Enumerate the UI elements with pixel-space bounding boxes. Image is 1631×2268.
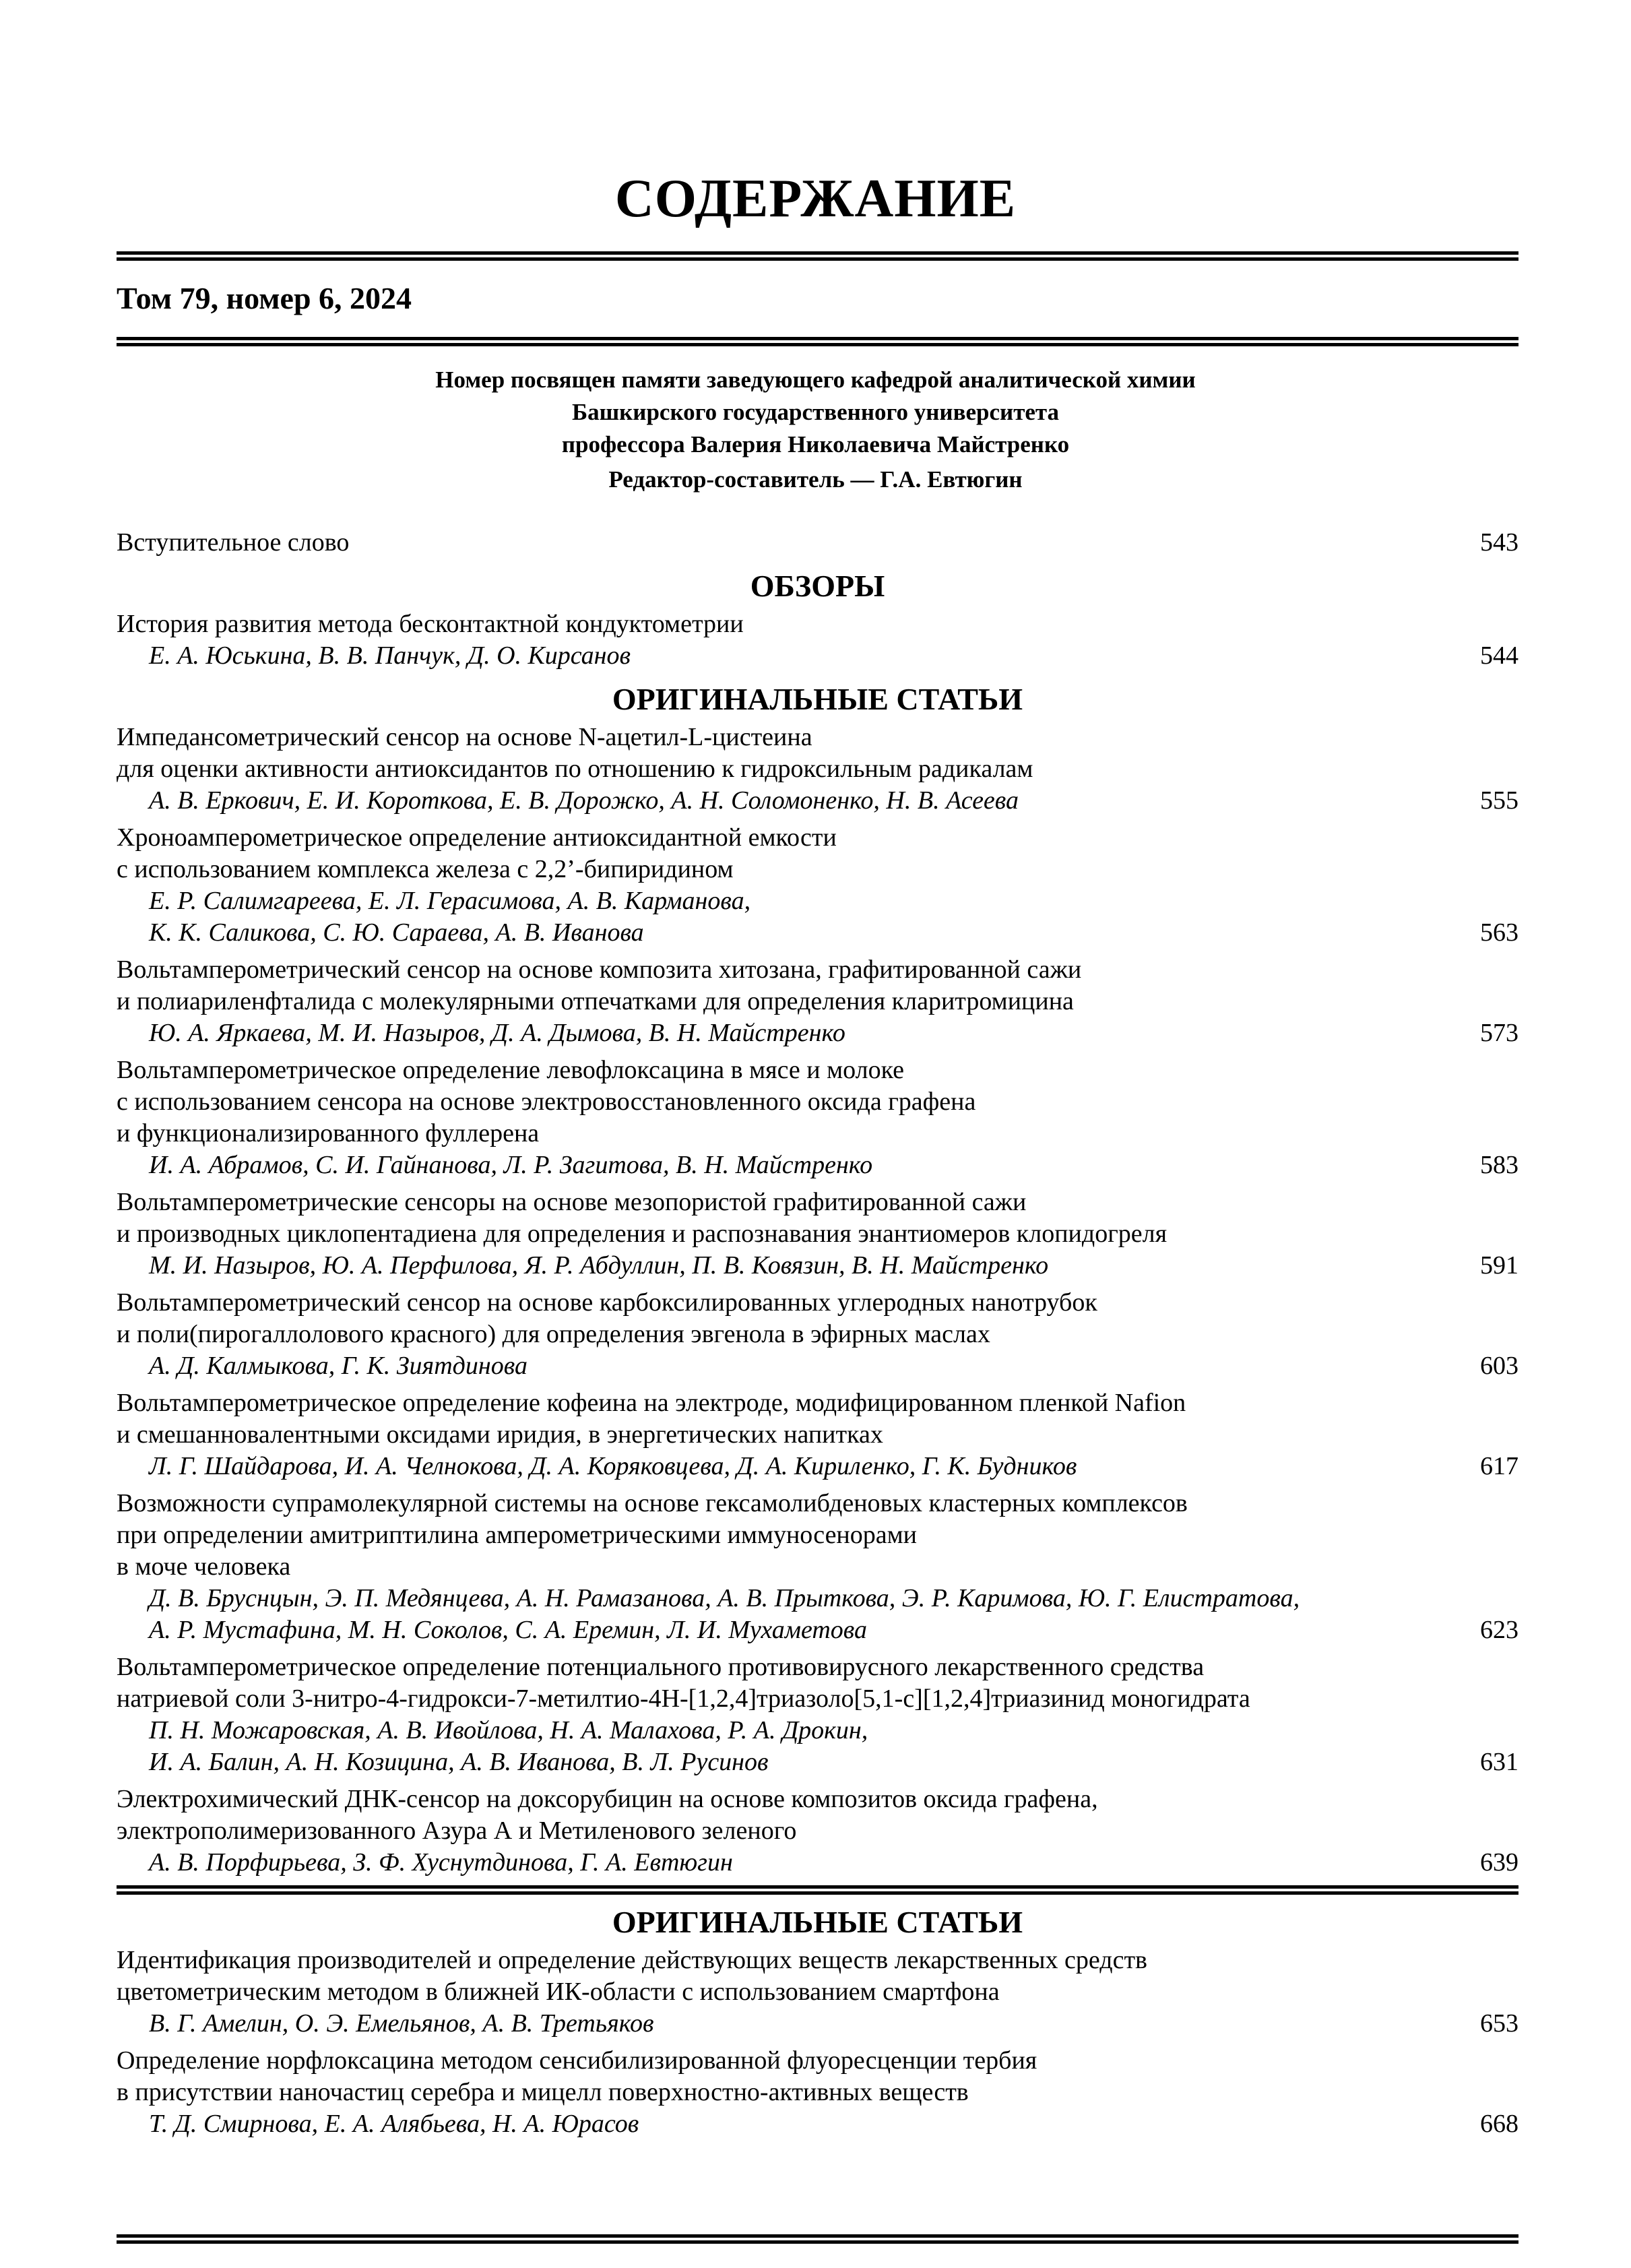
page-title: СОДЕРЖАНИЕ: [614, 169, 1017, 228]
entry-authors-line: Т. Д. Смирнова, Е. А. Алябьева, Н. А. Юрасов: [149, 2110, 639, 2138]
section-heading: ОРИГИНАЛЬНЫЕ СТАТЬИ: [612, 1905, 1023, 1939]
entry-authors-line: И. А. Балин, А. Н. Козицина, А. В. Иванова, В. Л. Русинов: [149, 1748, 769, 1776]
table-of-contents: [117, 527, 1518, 2145]
entry-authors-line: А. Д. Калмыкова, Г. К. Зиятдинова: [149, 1352, 527, 1380]
entry-authors-line: Е. Р. Салимгареева, Е. Л. Герасимова, А. В. Карманова,: [149, 887, 751, 915]
toc-entry[interactable]: [117, 1054, 1518, 1181]
entry-page: 623: [1480, 1616, 1518, 1644]
toc-entry[interactable]: [117, 1488, 1518, 1646]
entry-authors-line: Л. Г. Шайдарова, И. А. Челнокова, Д. А. Коряковцева, Д. А. Кириленко, Г. К. Будников: [149, 1452, 1077, 1480]
entry-title-line: Вольтамперометрический сенсор на основе карбоксилированных углеродных нанотрубок: [117, 1288, 1097, 1317]
toc-entry-intro[interactable]: [117, 527, 1518, 559]
toc-entry[interactable]: [117, 2045, 1518, 2140]
entry-title-line: и поли(пирогаллолового красного) для определения эвгенола в эфирных маслах: [117, 1320, 990, 1348]
entry-page: 544: [1480, 641, 1518, 670]
entry-title-line: Импедансометрический сенсор на основе N-ацетил-L-цистеина: [117, 723, 812, 751]
entry-authors-line: А. В. Порфирьева, З. Ф. Хуснутдинова, Г. А. Евтюгин: [149, 1848, 733, 1877]
entry-title-line: Вольтамперометрическое определение потенциального противовирусного лекарственного средства: [117, 1653, 1205, 1681]
toc-entry[interactable]: [117, 1945, 1518, 2040]
entry-page: 583: [1480, 1151, 1518, 1179]
entry-title-line: для оценки активности антиоксидантов по отношению к гидроксильным радикалам: [117, 755, 1033, 783]
bottom-rule: [117, 2234, 1518, 2244]
entry-authors-line: В. Г. Амелин, О. Э. Емельянов, А. В. Третьяков: [149, 2009, 654, 2038]
entry-authors-line: Д. В. Бруснцын, Э. П. Медянцева, А. Н. Рамазанова, А. В. Прыткова, Э. Р. Каримова, Ю. Г. Елистратова,: [149, 1584, 1300, 1612]
entry-title: Вступительное слово: [117, 528, 350, 557]
entry-authors-line: П. Н. Можаровская, А. В. Ивойлова, Н. А. Малахова, Р. А. Дрокин,: [149, 1716, 868, 1744]
entry-authors-line: А. Р. Мустафина, М. Н. Соколов, С. А. Еремин, Л. И. Мухаметова: [149, 1616, 868, 1644]
section-separator: [117, 1885, 1518, 1895]
dedication-line: Номер посвящен памяти заведующего кафедрой аналитической химии: [435, 367, 1196, 393]
entry-page: 603: [1480, 1352, 1518, 1380]
entry-authors-line: Е. А. Юськина, В. В. Панчук, Д. О. Кирсанов: [149, 641, 631, 670]
toc-entry[interactable]: [117, 954, 1518, 1049]
entry-page: 631: [1480, 1748, 1518, 1776]
entry-title-line: Вольтамперометрические сенсоры на основе мезопористой графитированной сажи: [117, 1188, 1027, 1216]
dedication-line: профессора Валерия Николаевича Майстренко: [561, 431, 1070, 458]
entry-title-line: натриевой соли 3-нитро-4-гидрокси-7-метилтио-4Н-[1,2,4]триазоло[5,1-c][1,2,4]триазинид моногидрата: [117, 1684, 1250, 1713]
entry-title-line: Вольтамперометрическое определение левофлоксацина в мясе и молоке: [117, 1056, 905, 1084]
toc-entry[interactable]: [117, 1187, 1518, 1282]
toc-entry[interactable]: [117, 1387, 1518, 1482]
entry-title-line: в моче человека: [117, 1552, 291, 1581]
toc-entry[interactable]: [117, 608, 1518, 672]
entry-authors-line: К. К. Саликова, С. Ю. Сараева, А. В. Иванова: [149, 918, 644, 947]
entry-title-line: при определении амитриптилина амперометрическими иммуносенорами: [117, 1521, 918, 1549]
entry-authors-line: А. В. Еркович, Е. И. Короткова, Е. В. Дорожко, А. Н. Соломоненко, Н. В. Асеева: [149, 786, 1019, 815]
entry-authors-line: Ю. А. Яркаева, М. И. Назыров, Д. А. Дымова, В. Н. Майстренко: [149, 1019, 845, 1047]
dedication-line: Башкирского государственного университета: [571, 399, 1060, 425]
toc-entry[interactable]: [117, 1784, 1518, 1879]
entry-title-line: и полиариленфталида с молекулярными отпечатками для определения кларитромицина: [117, 987, 1074, 1015]
entry-page: 668: [1480, 2110, 1518, 2138]
entry-title-line: Вольтамперометрическое определение кофеина на электроде, модифицированном пленкой Nafion: [117, 1389, 1186, 1417]
entry-title-line: и функционализированного фуллерена: [117, 1119, 540, 1147]
entry-title-line: История развития метода бесконтактной кондуктометрии: [117, 610, 744, 638]
entry-title-line: в присутствии наночастиц серебра и мицелл поверхностно-активных веществ: [117, 2078, 969, 2106]
entry-page: 639: [1480, 1848, 1518, 1877]
entry-title-line: Хроноамперометрическое определение антиоксидантной емкости: [117, 823, 837, 852]
entry-page: 617: [1480, 1452, 1518, 1480]
entry-authors-line: М. И. Назыров, Ю. А. Перфилова, Я. Р. Абдуллин, П. В. Ковязин, В. Н. Майстренко: [149, 1251, 1049, 1280]
entry-title-line: Электрохимический ДНК-сенсор на доксорубицин на основе композитов оксида графена,: [117, 1785, 1098, 1813]
entry-title-line: и смешанновалентными оксидами иридия, в энергетических напитках: [117, 1420, 883, 1449]
entry-page: 555: [1480, 786, 1518, 815]
entry-title-line: Идентификация производителей и определение действующих веществ лекарственных средств: [117, 1946, 1148, 1974]
entry-title-line: с использованием сенсора на основе электровосстановленного оксида графена: [117, 1088, 976, 1116]
toc-entry[interactable]: [117, 822, 1518, 949]
entry-title-line: с использованием комплекса железа с 2,2’-бипиридином: [117, 855, 734, 883]
dedication: [0, 364, 1631, 461]
entry-page: 653: [1480, 2009, 1518, 2038]
entry-page: 563: [1480, 918, 1518, 947]
entry-title-line: электрополимеризованного Азура А и Метиленового зеленого: [117, 1817, 797, 1845]
editor-line: Редактор-составитель — Г.А. Евтюгин: [608, 466, 1023, 493]
top-rule: [117, 251, 1518, 261]
entry-title-line: цветометрическим методом в ближней ИК-области с использованием смартфона: [117, 1978, 1000, 2006]
toc-entry[interactable]: [117, 1651, 1518, 1778]
entry-authors-line: И. А. Абрамов, С. И. Гайнанова, Л. Р. Загитова, В. Н. Майстренко: [149, 1151, 873, 1179]
entry-page: 573: [1480, 1019, 1518, 1047]
section-heading: ОРИГИНАЛЬНЫЕ СТАТЬИ: [612, 682, 1023, 716]
toc-entry[interactable]: [117, 722, 1518, 817]
section-heading: ОБЗОРЫ: [750, 569, 885, 603]
toc-entry[interactable]: [117, 1287, 1518, 1382]
entry-title-line: и производных циклопентадиена для определения и распознавания энантиомеров клопидогреля: [117, 1220, 1168, 1248]
entry-title-line: Определение норфлоксацина методом сенсибилизированной флуоресценции тербия: [117, 2046, 1037, 2075]
entry-page: 591: [1480, 1251, 1518, 1280]
issue-info: Том 79, номер 6, 2024: [117, 281, 412, 315]
entry-title-line: Возможности супрамолекулярной системы на основе гексамолибденовых кластерных комплексов: [117, 1489, 1188, 1517]
issue-rule: [117, 337, 1518, 346]
entry-page: 543: [1480, 528, 1518, 557]
entry-title-line: Вольтамперометрический сенсор на основе композита хитозана, графитированной сажи: [117, 955, 1082, 984]
